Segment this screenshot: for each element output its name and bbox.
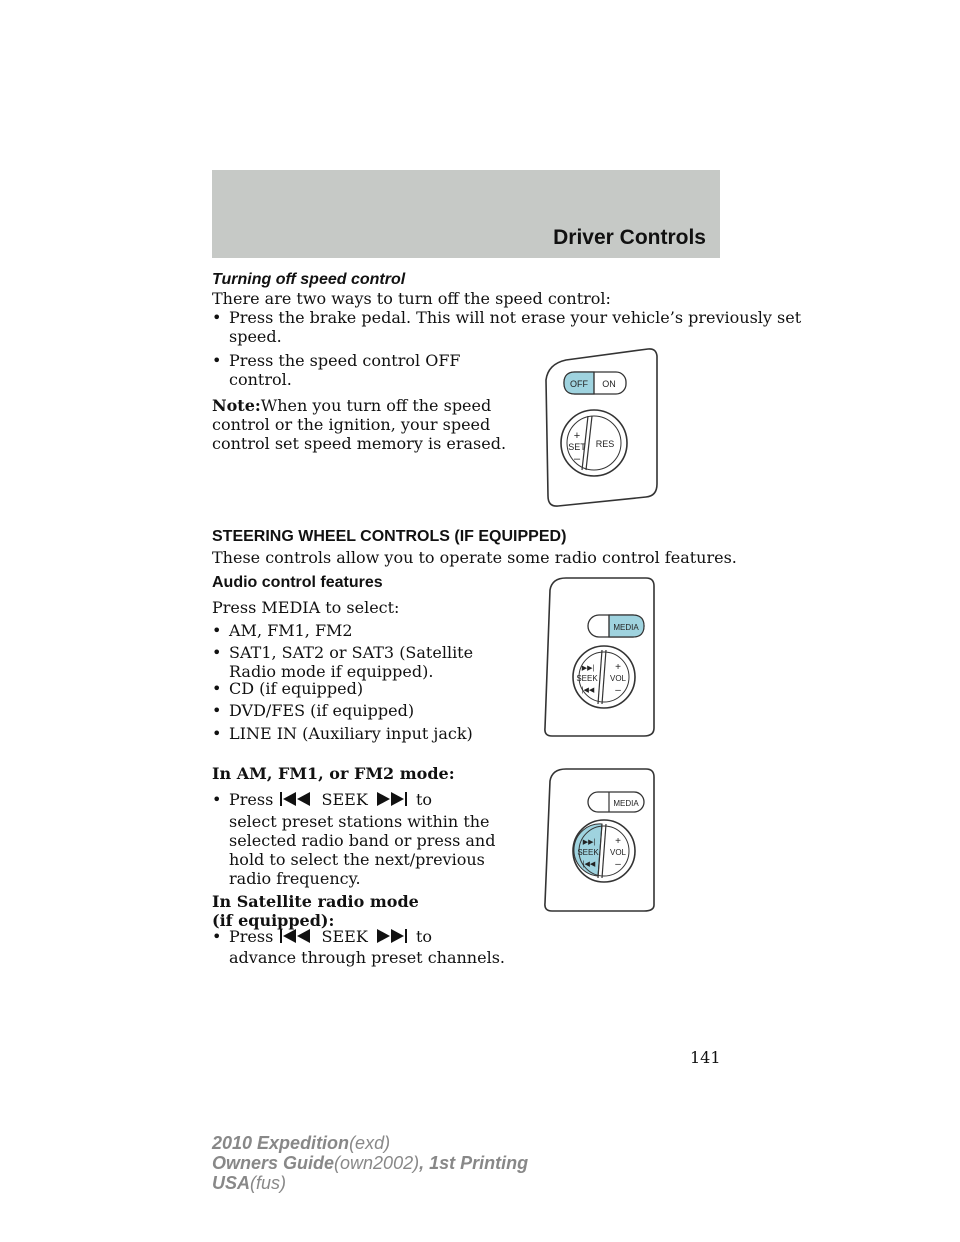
vol-label: VOL <box>609 848 627 857</box>
speed-control-illustration <box>536 346 666 510</box>
seek-control-illustration <box>536 765 662 915</box>
list-item: • LINE IN (Auxiliary input jack) <box>212 724 473 743</box>
press-media-text: Press MEDIA to select: <box>212 598 400 617</box>
seek-label: SEEK <box>577 848 599 857</box>
seek-back-icon <box>278 928 316 944</box>
vol-plus-label: + <box>615 662 621 673</box>
section-heading-turning-off: Turning off speed control <box>212 271 406 288</box>
seek-forward-icon <box>373 791 411 807</box>
list-item: • AM, FM1, FM2 <box>212 621 353 640</box>
on-label: ON <box>602 379 616 389</box>
media-label: MEDIA <box>613 623 639 632</box>
media-label: MEDIA <box>613 799 639 808</box>
set-plus-label: + <box>573 430 581 442</box>
page-number: 141 <box>690 1048 721 1067</box>
media-control-illustration <box>536 570 662 742</box>
off-label: OFF <box>570 379 588 389</box>
vol-minus-label: – <box>615 859 621 870</box>
vol-label: VOL <box>609 674 627 683</box>
set-label: SET <box>568 442 586 452</box>
svg-text:|◀◀: |◀◀ <box>581 687 595 694</box>
subheading-sat-mode: In Satellite radio mode (if equipped): <box>212 892 419 930</box>
sat-mode-seek-item: • Press SEEK to advance through preset channels. <box>212 927 505 967</box>
svg-text:▶▶|: ▶▶| <box>581 665 595 672</box>
am-mode-seek-item: • Press SEEK to select preset stations within the selected radio band or press and hold to select the next/previous radio frequency. <box>212 790 496 888</box>
note-label: Note: <box>212 396 261 415</box>
vol-plus-label: + <box>615 836 621 847</box>
bullet-brake-pedal: • Press the brake pedal. This will not erase your vehicle’s previously set speed. <box>212 308 802 346</box>
list-item: • DVD/FES (if equipped) <box>212 701 415 720</box>
vol-minus-label: – <box>615 685 621 696</box>
svg-text:|◀◀: |◀◀ <box>582 861 596 868</box>
bullet-off-control: • Press the speed control OFF control. <box>212 351 461 389</box>
turning-off-intro: There are two ways to turn off the speed control: <box>212 289 611 308</box>
document-footer: 2010 Expedition(exd) Owners Guide(own2002), 1st Printing USA(fus) <box>212 1133 529 1193</box>
list-item: • SAT1, SAT2 or SAT3 (Satellite Radio mode if equipped). <box>212 643 474 681</box>
section-heading-steering: STEERING WHEEL CONTROLS (IF EQUIPPED) <box>212 528 567 545</box>
chapter-header-bar <box>212 170 720 258</box>
list-item: • CD (if equipped) <box>212 679 364 698</box>
seek-forward-icon <box>373 928 411 944</box>
seek-label: SEEK <box>576 674 598 683</box>
steering-intro: These controls allow you to operate some radio control features. <box>212 548 737 567</box>
note-paragraph: Note:When you turn off the speed control or the ignition, your speed control set speed memory is erased. <box>212 396 507 453</box>
subheading-am-mode: In AM, FM1, or FM2 mode: <box>212 764 455 783</box>
chapter-title: Driver Controls <box>553 226 706 249</box>
res-label: RES <box>595 439 615 449</box>
subheading-audio: Audio control features <box>212 574 383 591</box>
set-minus-label: – <box>573 453 581 465</box>
seek-back-icon <box>278 791 316 807</box>
svg-text:▶▶|: ▶▶| <box>582 839 596 846</box>
